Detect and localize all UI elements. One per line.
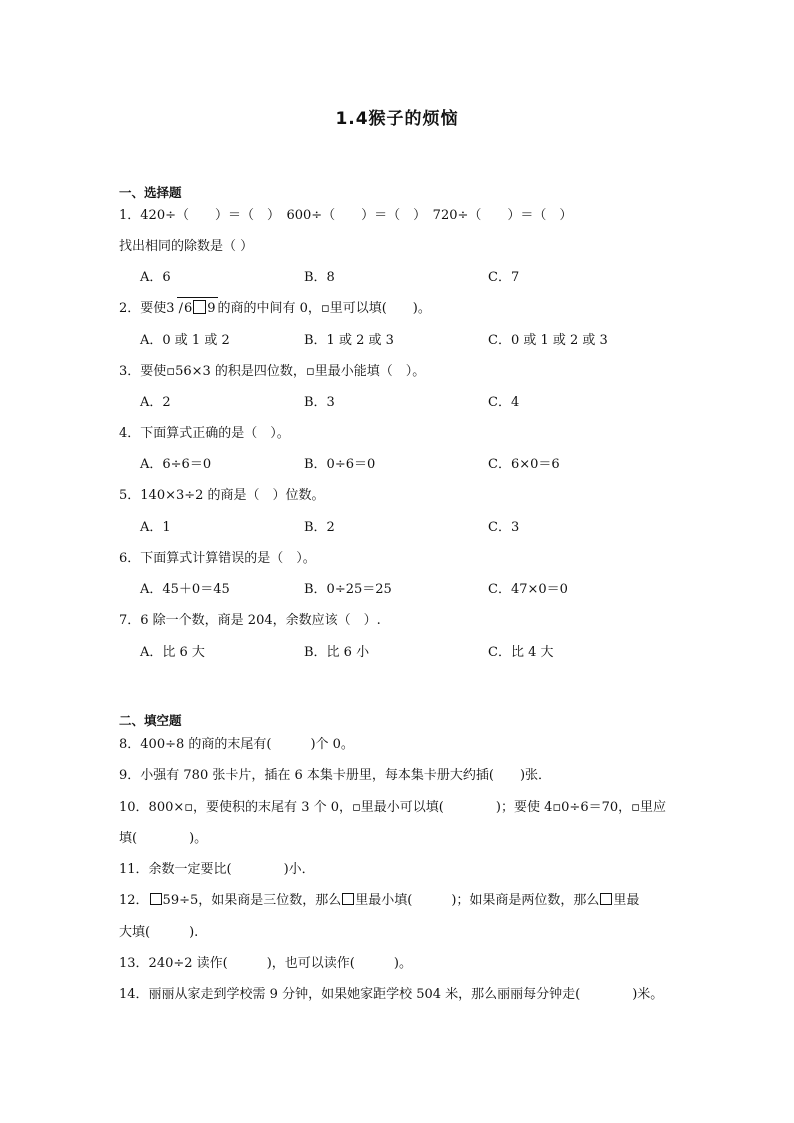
- question-5-text: 5．140×3÷2 的商是（ ）位数。: [119, 488, 325, 503]
- question-11-text: 11．余数一定要比( )小．: [119, 862, 315, 877]
- question-2-dividend-digit-b: 9: [207, 301, 216, 316]
- question-2-option-b: B．1 或 2 或 3: [304, 333, 394, 348]
- question-9-text: 9．小强有 780 张卡片，插在 6 本集卡册里，每本集卡册大约插( )张．: [119, 768, 552, 783]
- question-7-text: 7．6 除一个数，商是 204，余数应该（ ）.: [119, 613, 381, 628]
- question-7-option-b: B．比 6 小: [304, 645, 370, 660]
- question-12-mid2: 里最小填( )；如果商是两位数，那么: [355, 893, 600, 908]
- section-heading-fill: 二、填空题: [119, 713, 182, 728]
- question-7-option-c: C．比 4 大: [488, 645, 554, 660]
- question-12-blank-box-2: [342, 893, 354, 905]
- question-2-divisor: 3: [166, 301, 175, 316]
- question-2-option-c: C．0 或 1 或 2 或 3: [488, 333, 608, 348]
- question-5-option-b: B．2: [304, 520, 335, 535]
- question-4-option-b: B．0÷6＝0: [304, 457, 376, 472]
- question-12-end: 里最: [613, 893, 640, 908]
- question-14-text: 14．丽丽从家走到学校需 9 分钟，如果她家距学校 504 米，那么丽丽每分钟走( )米。: [119, 987, 664, 1002]
- question-2-blank-box: [193, 300, 206, 314]
- question-12-blank-box-1: [150, 893, 162, 905]
- question-12-line-2: 大填( ).: [119, 925, 199, 940]
- question-6-option-a: A．45＋0＝45: [140, 582, 230, 597]
- question-3-option-b: B．3: [304, 395, 335, 410]
- question-3-option-a: A．2: [140, 395, 171, 410]
- question-12-blank-box-3: [600, 893, 612, 905]
- question-13-text: 13．240÷2 读作( )，也可以读作( )。: [119, 956, 412, 971]
- question-2-option-a: A．0 或 1 或 2: [140, 333, 230, 348]
- question-7-option-a: A．比 6 大: [140, 645, 205, 660]
- question-1-line-2: 找出相同的除数是（ ）: [119, 239, 254, 254]
- question-12-prefix: 12．: [119, 893, 149, 908]
- question-2-dividend-digit-a: 6: [183, 301, 193, 316]
- question-4-option-c: C．6×0＝6: [488, 457, 560, 472]
- question-10-line-1: 10．800×▫，要使积的末尾有 3 个 0，▫里最小可以填( )；要使 4▫0÷6＝70，▫里应: [119, 800, 666, 815]
- question-2-line: [119, 300, 431, 318]
- question-4-text: 4．下面算式正确的是（ ）。: [119, 426, 290, 441]
- question-1-option-a: A．6: [140, 270, 171, 285]
- question-2-suffix: 的商的中间有 0，▫里可以填( )。: [217, 301, 431, 316]
- question-4-option-a: A．6÷6＝0: [140, 457, 212, 472]
- question-12-line-1: [119, 892, 639, 910]
- question-3-text: 3．要使▫56×3 的积是四位数，▫里最小能填（ ）。: [119, 364, 426, 379]
- question-2-prefix: 2．要使: [119, 301, 167, 316]
- section-heading-choice: 一、选择题: [119, 185, 182, 200]
- question-6-option-b: B．0÷25＝25: [304, 582, 392, 597]
- question-1-option-c: C．7: [488, 270, 520, 285]
- question-1-option-b: B．8: [304, 270, 335, 285]
- question-10-line-2: 填( )。: [119, 831, 208, 846]
- question-5-option-c: C．3: [488, 520, 520, 535]
- long-division-symbol: /6 9: [179, 300, 216, 318]
- page-title: 1.4猴子的烦恼: [335, 109, 459, 129]
- question-6-option-c: C．47×0＝0: [488, 582, 568, 597]
- question-8-text: 8．400÷8 的商的末尾有( )个 0。: [119, 737, 354, 752]
- question-1-line-1: 1．420÷（ ）＝（ ） 600÷（ ）＝（ ） 720÷（ ）＝（ ）: [119, 208, 573, 223]
- question-5-option-a: A．1: [140, 520, 171, 535]
- question-3-option-c: C．4: [488, 395, 520, 410]
- question-12-mid: 59÷5，如果商是三位数，那么: [162, 893, 342, 908]
- question-6-text: 6．下面算式计算错误的是（ ）。: [119, 551, 316, 566]
